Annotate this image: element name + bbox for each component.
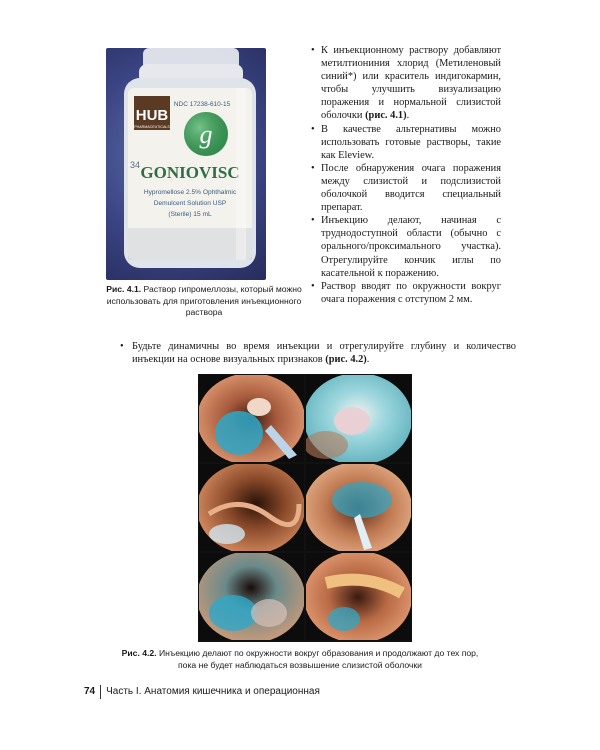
figure-4-1-label: Рис. 4.1. [106,284,142,294]
page-number: 74 [84,685,101,699]
bullet-tail: . [406,110,410,122]
endoscopy-image-5 [199,553,304,640]
product-line-3: (Sterile) 15 mL [168,211,212,218]
endoscopy-image-1 [199,375,304,462]
hub-brand-sub: PHARMACEUTICALS [134,125,170,129]
figure-reference: (рис. 4.2) [325,354,367,366]
bullet-text: Инъекцию делают, начиная с труднодоступной области (обычно с орального/проксимального участка). Отрегулируйте кончик иглы по касательной к поражению. [321,215,501,279]
endoscopy-image-2 [306,375,411,462]
side-mark: 34 [130,160,141,170]
figure-4-2-caption [100,648,500,671]
figure-4-1-photo [106,48,266,280]
bullet-item [311,44,501,123]
hub-brand: HUB [135,107,169,124]
figure-reference: (рис. 4.1) [365,110,407,122]
bullet-text: К инъекционному раствору добавляют метилтиониния хлорид (Метиленовый синий*) или краситель индигокармин, чтобы улучшить визуализацию поражения и нормальной слизистой оболочки [321,45,501,122]
figure-4-2-caption-line-1: Инъекцию делают по окружности вокруг образования и продолжают до тех пор, [156,648,479,658]
running-title: Часть I. Анатомия кишечника и операционная [106,686,320,697]
g-logo: g [199,120,213,149]
figure-4-2-label: Рис. 4.2. [121,648,157,658]
wide-bullet-item [120,340,516,366]
endoscopy-image-6 [306,553,411,640]
vial-illustration [106,48,266,280]
bullet-tail: . [366,354,370,366]
figure-4-2-caption-line-2: пока не будет наблюдаться возвышение слизистой оболочки [178,659,422,670]
endoscopy-image-3 [199,464,304,551]
page-footer [84,685,320,699]
product-line-1: Hypromellose 2.5% Ophthalmic [143,189,237,196]
bullet-item [311,280,501,306]
endoscopy-image-4 [306,464,411,551]
figure-4-1-caption [106,284,302,319]
bullet-text: В качестве альтернативы можно использовать готовые растворы, такие как Eleview. [321,123,501,161]
bullet-item [311,214,501,279]
figure-4-1-caption-text: Раствор гипромеллозы, который можно использовать для приготовления инъекционного раствора [106,284,302,317]
figure-4-2-photo-grid [198,374,412,642]
ndc-number: NDC 17238-610-15 [173,101,231,108]
bullet-text: Раствор вводят по окружности вокруг очага поражения с отступом 2 мм. [321,280,501,305]
product-name: GONIOVISC [140,163,240,182]
bullet-item [311,123,501,162]
bullet-text: Будьте динамичны во время инъекции и отрегулируйте глубину и количество инъекции на основе визуальных признаков [132,341,516,366]
product-line-2: Demulcent Solution USP [153,200,227,207]
bullet-text: После обнаружения очага поражения между слизистой и подслизистой оболочкой вводится специальный препарат. [321,162,501,214]
bullet-item [311,162,501,214]
bullet-list [311,44,501,306]
